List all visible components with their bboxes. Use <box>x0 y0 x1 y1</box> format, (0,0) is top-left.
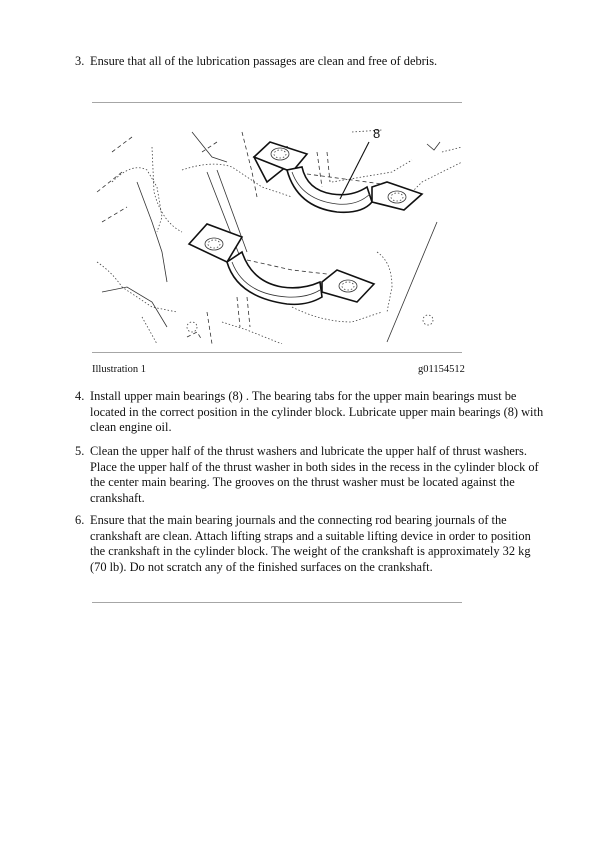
lower-bearing-saddle <box>189 224 374 327</box>
illustration-top-rule <box>92 102 462 103</box>
step-6 <box>75 513 545 575</box>
illustration-bottom-rule <box>92 352 462 353</box>
step-text: Install upper main bearings (8) . The bearing tabs for the upper main bearings must be located in the correct position in the cylinder block. Lubricate upper main bearings (8) with clean engine oil. <box>90 389 544 434</box>
step-number: 3. <box>75 54 85 68</box>
step-3 <box>75 54 545 70</box>
step-number: 5. <box>75 444 85 458</box>
illustration-id: g01154512 <box>418 364 465 375</box>
upper-bearing-saddle <box>254 142 422 212</box>
bearing-illustration <box>92 112 462 344</box>
step-text: Ensure that the main bearing journals and the connecting rod bearing journals of the crankshaft are clean. Attach lifting straps and a suitable lifting device in order to position the crankshaft in the cylinder block. The weight of the crankshaft is approximately 32 kg (70 lb). Do not scratch any of the finished surfaces on the crankshaft. <box>90 513 531 574</box>
step-4 <box>75 389 545 436</box>
step-number: 4. <box>75 389 85 403</box>
step-text: Ensure that all of the lubrication passages are clean and free of debris. <box>90 54 438 68</box>
section-end-rule <box>92 602 462 603</box>
illustration-caption: Illustration 1 <box>92 364 146 375</box>
step-number: 6. <box>75 513 85 527</box>
callout-label-8: 8 <box>373 126 381 141</box>
step-text: Clean the upper half of the thrust washers and lubricate the upper half of thrust washers. Place the upper half of the thrust washer in both sides in the recess in the cylinder block of the center main bearing. The grooves on the thrust washer must be located against the crankshaft. <box>90 444 539 505</box>
step-5 <box>75 444 545 506</box>
